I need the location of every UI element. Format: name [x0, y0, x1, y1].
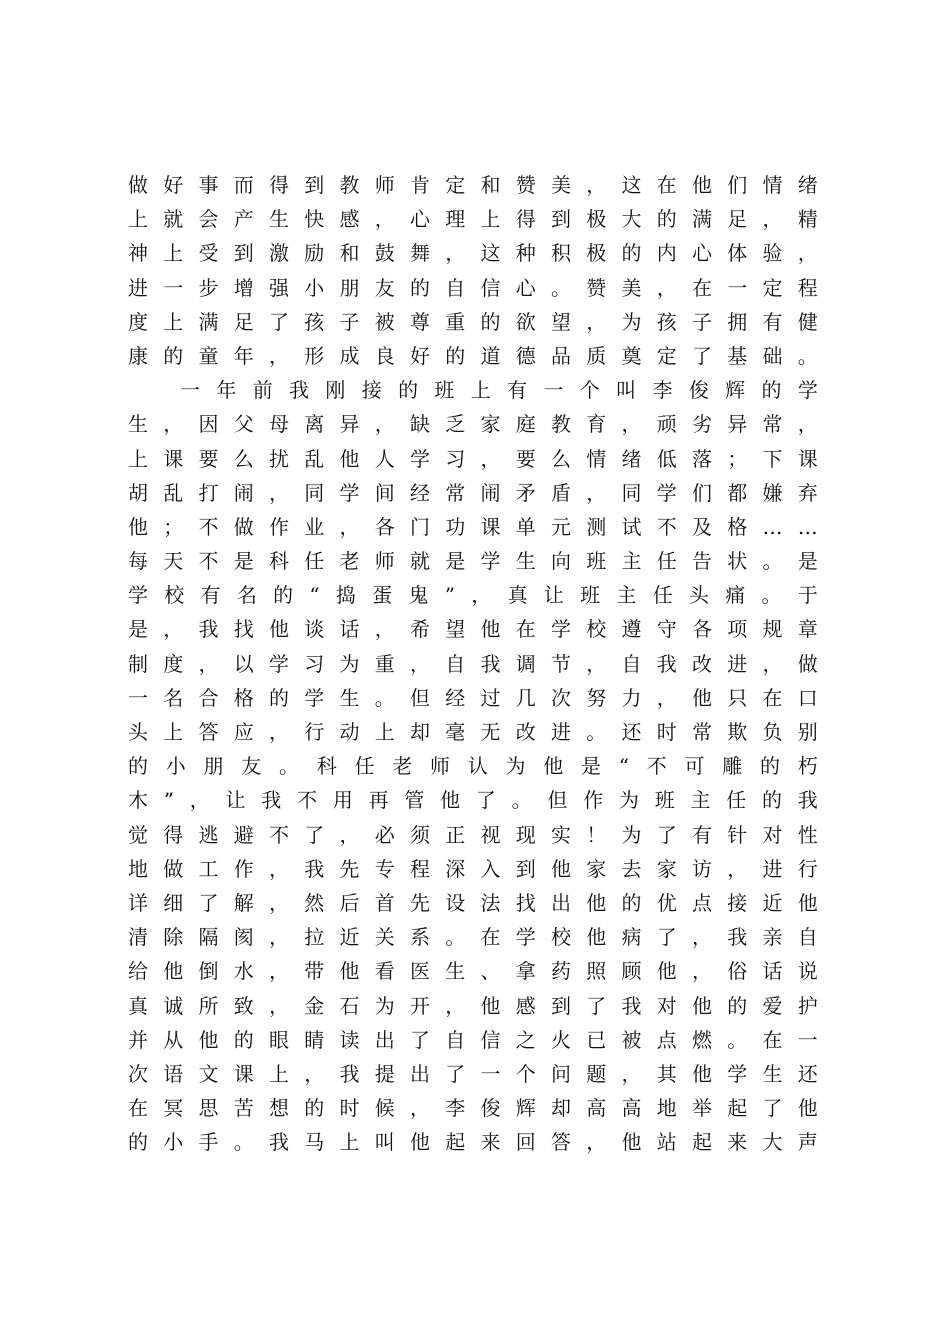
text-line: 神 上 受 到 激 励 和 鼓 舞 ， 这 种 积 极 的 内 心 体 验 ，: [128, 241, 818, 266]
text-line: 并 从 他 的 眼 睛 读 出 了 自 信 之 火 已 被 点 燃 。 在 一: [128, 1027, 818, 1052]
text-line: 清 除 隔 阂 ， 拉 近 关 系 。 在 学 校 他 病 了 ， 我 亲 自: [128, 925, 818, 950]
body-text: [128, 168, 818, 1159]
text-line: 是 ， 我 找 他 谈 话 ， 希 望 他 在 学 校 遵 守 各 项 规 章: [128, 617, 818, 642]
text-line: 他 ； 不 做 作 业 ， 各 门 功 课 单 元 测 试 不 及 格 … …: [128, 514, 818, 539]
text-line: 一 名 合 格 的 学 生 。 但 经 过 几 次 努 力 ， 他 只 在 口: [128, 685, 818, 710]
text-line: 木 ” ， 让 我 不 用 再 管 他 了 。 但 作 为 班 主 任 的 我: [128, 788, 818, 813]
text-line: 头 上 答 应 ， 行 动 上 却 毫 无 改 进 。 还 时 常 欺 负 别: [128, 720, 818, 744]
text-line: 的 小 手 。 我 马 上 叫 他 起 来 回 答 ， 他 站 起 来 大 声: [128, 1130, 818, 1155]
text-line: 在 冥 思 苦 想 的 时 候 ， 李 俊 辉 却 高 高 地 举 起 了 他: [128, 1096, 818, 1121]
text-line: 胡 乱 打 闹 ， 同 学 间 经 常 闹 矛 盾 ， 同 学 们 都 嫌 弃: [128, 480, 818, 505]
text-line: 每 天 不 是 科 任 老 师 就 是 学 生 向 班 主 任 告 状 。 是: [128, 549, 818, 574]
text-line: 上 课 要 么 扰 乱 他 人 学 习 ， 要 么 情 绪 低 落 ； 下 课: [128, 446, 818, 471]
text-line: 康 的 童 年 ， 形 成 良 好 的 道 德 品 质 奠 定 了 基 础 。: [128, 343, 818, 368]
text-line: 觉 得 逃 避 不 了 ， 必 须 正 视 现 实 ！ 为 了 有 针 对 性: [128, 822, 818, 847]
text-line: 学 校 有 名 的 “ 捣 蛋 鬼 ” ， 真 让 班 主 任 头 痛 。 于: [128, 583, 818, 608]
text-line: 的 小 朋 友 。 科 任 老 师 认 为 他 是 “ 不 可 雕 的 朽: [128, 754, 818, 779]
text-line: 真 诚 所 致 ， 金 石 为 开 ， 他 感 到 了 我 对 他 的 爱 护: [128, 993, 818, 1018]
text-line: 给 他 倒 水 ， 带 他 看 医 生 、 拿 药 照 顾 他 ， 俗 话 说: [128, 959, 818, 984]
text-line: 制 度 ， 以 学 习 为 重 ， 自 我 调 节 ， 自 我 改 进 ， 做: [128, 651, 818, 676]
text-line: 生 ， 因 父 母 离 异 ， 缺 乏 家 庭 教 育 ， 顽 劣 异 常 ，: [128, 412, 818, 437]
text-line: 上 就 会 产 生 快 感 ， 心 理 上 得 到 极 大 的 满 足 ， 精: [128, 207, 818, 232]
text-line: 做 好 事 而 得 到 教 师 肯 定 和 赞 美 ， 这 在 他 们 情 绪: [128, 173, 818, 197]
text-line: 进 一 步 增 强 小 朋 友 的 自 信 心 。 赞 美 ， 在 一 定 程: [128, 275, 818, 300]
text-line: 度 上 满 足 了 孩 子 被 尊 重 的 欲 望 ， 为 孩 子 拥 有 健: [128, 309, 818, 334]
paragraph-first-line: 一 年 前 我 刚 接 的 班 上 有 一 个 叫 李 俊 辉 的 学: [180, 378, 818, 403]
text-line: 详 细 了 解 ， 然 后 首 先 设 法 找 出 他 的 优 点 接 近 他: [128, 890, 818, 915]
text-line: 次 语 文 课 上 ， 我 提 出 了 一 个 问 题 ， 其 他 学 生 还: [128, 1061, 818, 1086]
text-line: 地 做 工 作 ， 我 先 专 程 深 入 到 他 家 去 家 访 ， 进 行: [128, 856, 818, 881]
